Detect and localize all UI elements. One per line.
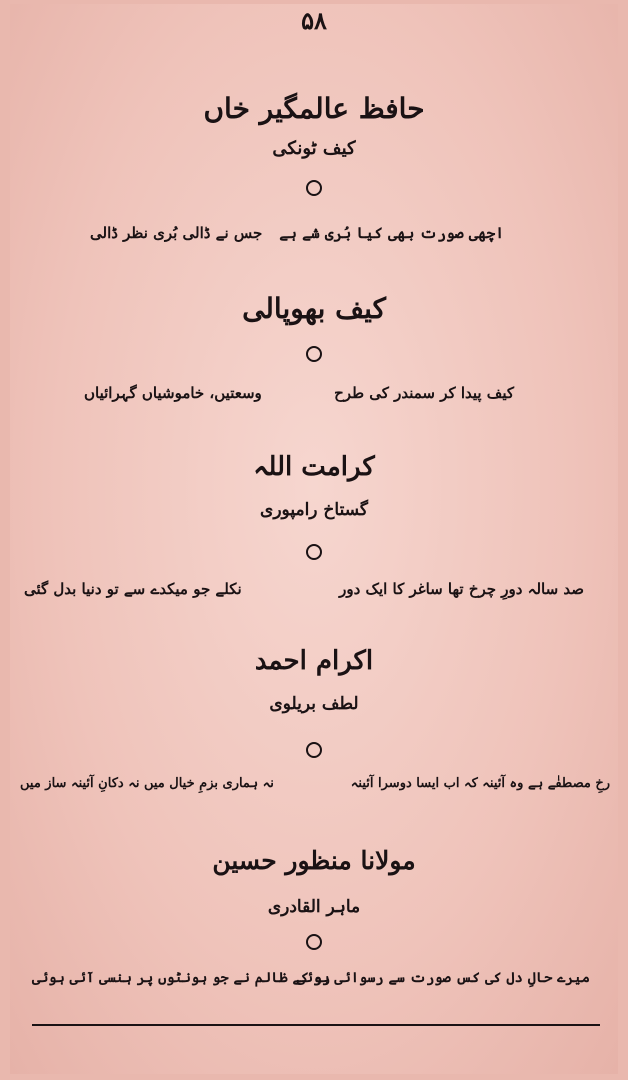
page-number: ۵۸ (301, 6, 327, 35)
couplet-first-line: اچھی صورت بھی کیا بُری شے ہے (279, 224, 504, 242)
poet-name: حافظ عالمگیر خاں (203, 92, 425, 125)
couplet-second-line: نکلے جو میکدے سے تو دنیا بدل گئی (24, 580, 242, 598)
poet-pen-name: کیف ٹونکی (272, 138, 356, 159)
poet-pen-name: ماہر القادری (267, 897, 361, 917)
circle-ornament (306, 180, 322, 196)
poet-pen-name: گستاخ رامپوری (260, 500, 368, 520)
couplet-first-line: کیف پیدا کر سمندر کی طرح (334, 384, 514, 402)
poet-pen-name: لطف بریلوی (269, 694, 359, 714)
circle-ornament (306, 934, 322, 950)
circle-ornament (306, 544, 322, 560)
circle-ornament (306, 742, 322, 758)
page (10, 4, 618, 1074)
couplet-second-line: رو کے ظالم نے جو ہونٹوں پر ہنسی آئی ہوئی (32, 970, 331, 986)
couplet-first-line: میرے حالِ دل کی کس صورت سے رسوائی ہوئی (296, 970, 590, 986)
couplet-first-line: صد سالہ دورِ چرخ تھا ساغر کا ایک دور (339, 580, 584, 598)
couplet-second-line: نہ ہماری بزمِ خیال میں نہ دکانِ آئینہ ساز میں (20, 776, 274, 791)
bottom-rule (32, 1024, 600, 1026)
poet-name: مولانا منظور حسین (212, 846, 416, 875)
poet-name: اکرام احمد (254, 646, 374, 676)
poet-name: کیف بھوپالی (242, 292, 386, 325)
couplet-second-line: وسعتیں، خاموشیاں گہرائیاں (84, 384, 262, 402)
circle-ornament (306, 346, 322, 362)
couplet-second-line: جس نے ڈالی بُری نظر ڈالی (90, 224, 263, 242)
couplet-first-line: رخِ مصطفٰے ہے وہ آئینہ کہ اب ایسا دوسرا آئینہ (350, 776, 610, 791)
poet-name: کرامت اللہ (253, 452, 375, 482)
